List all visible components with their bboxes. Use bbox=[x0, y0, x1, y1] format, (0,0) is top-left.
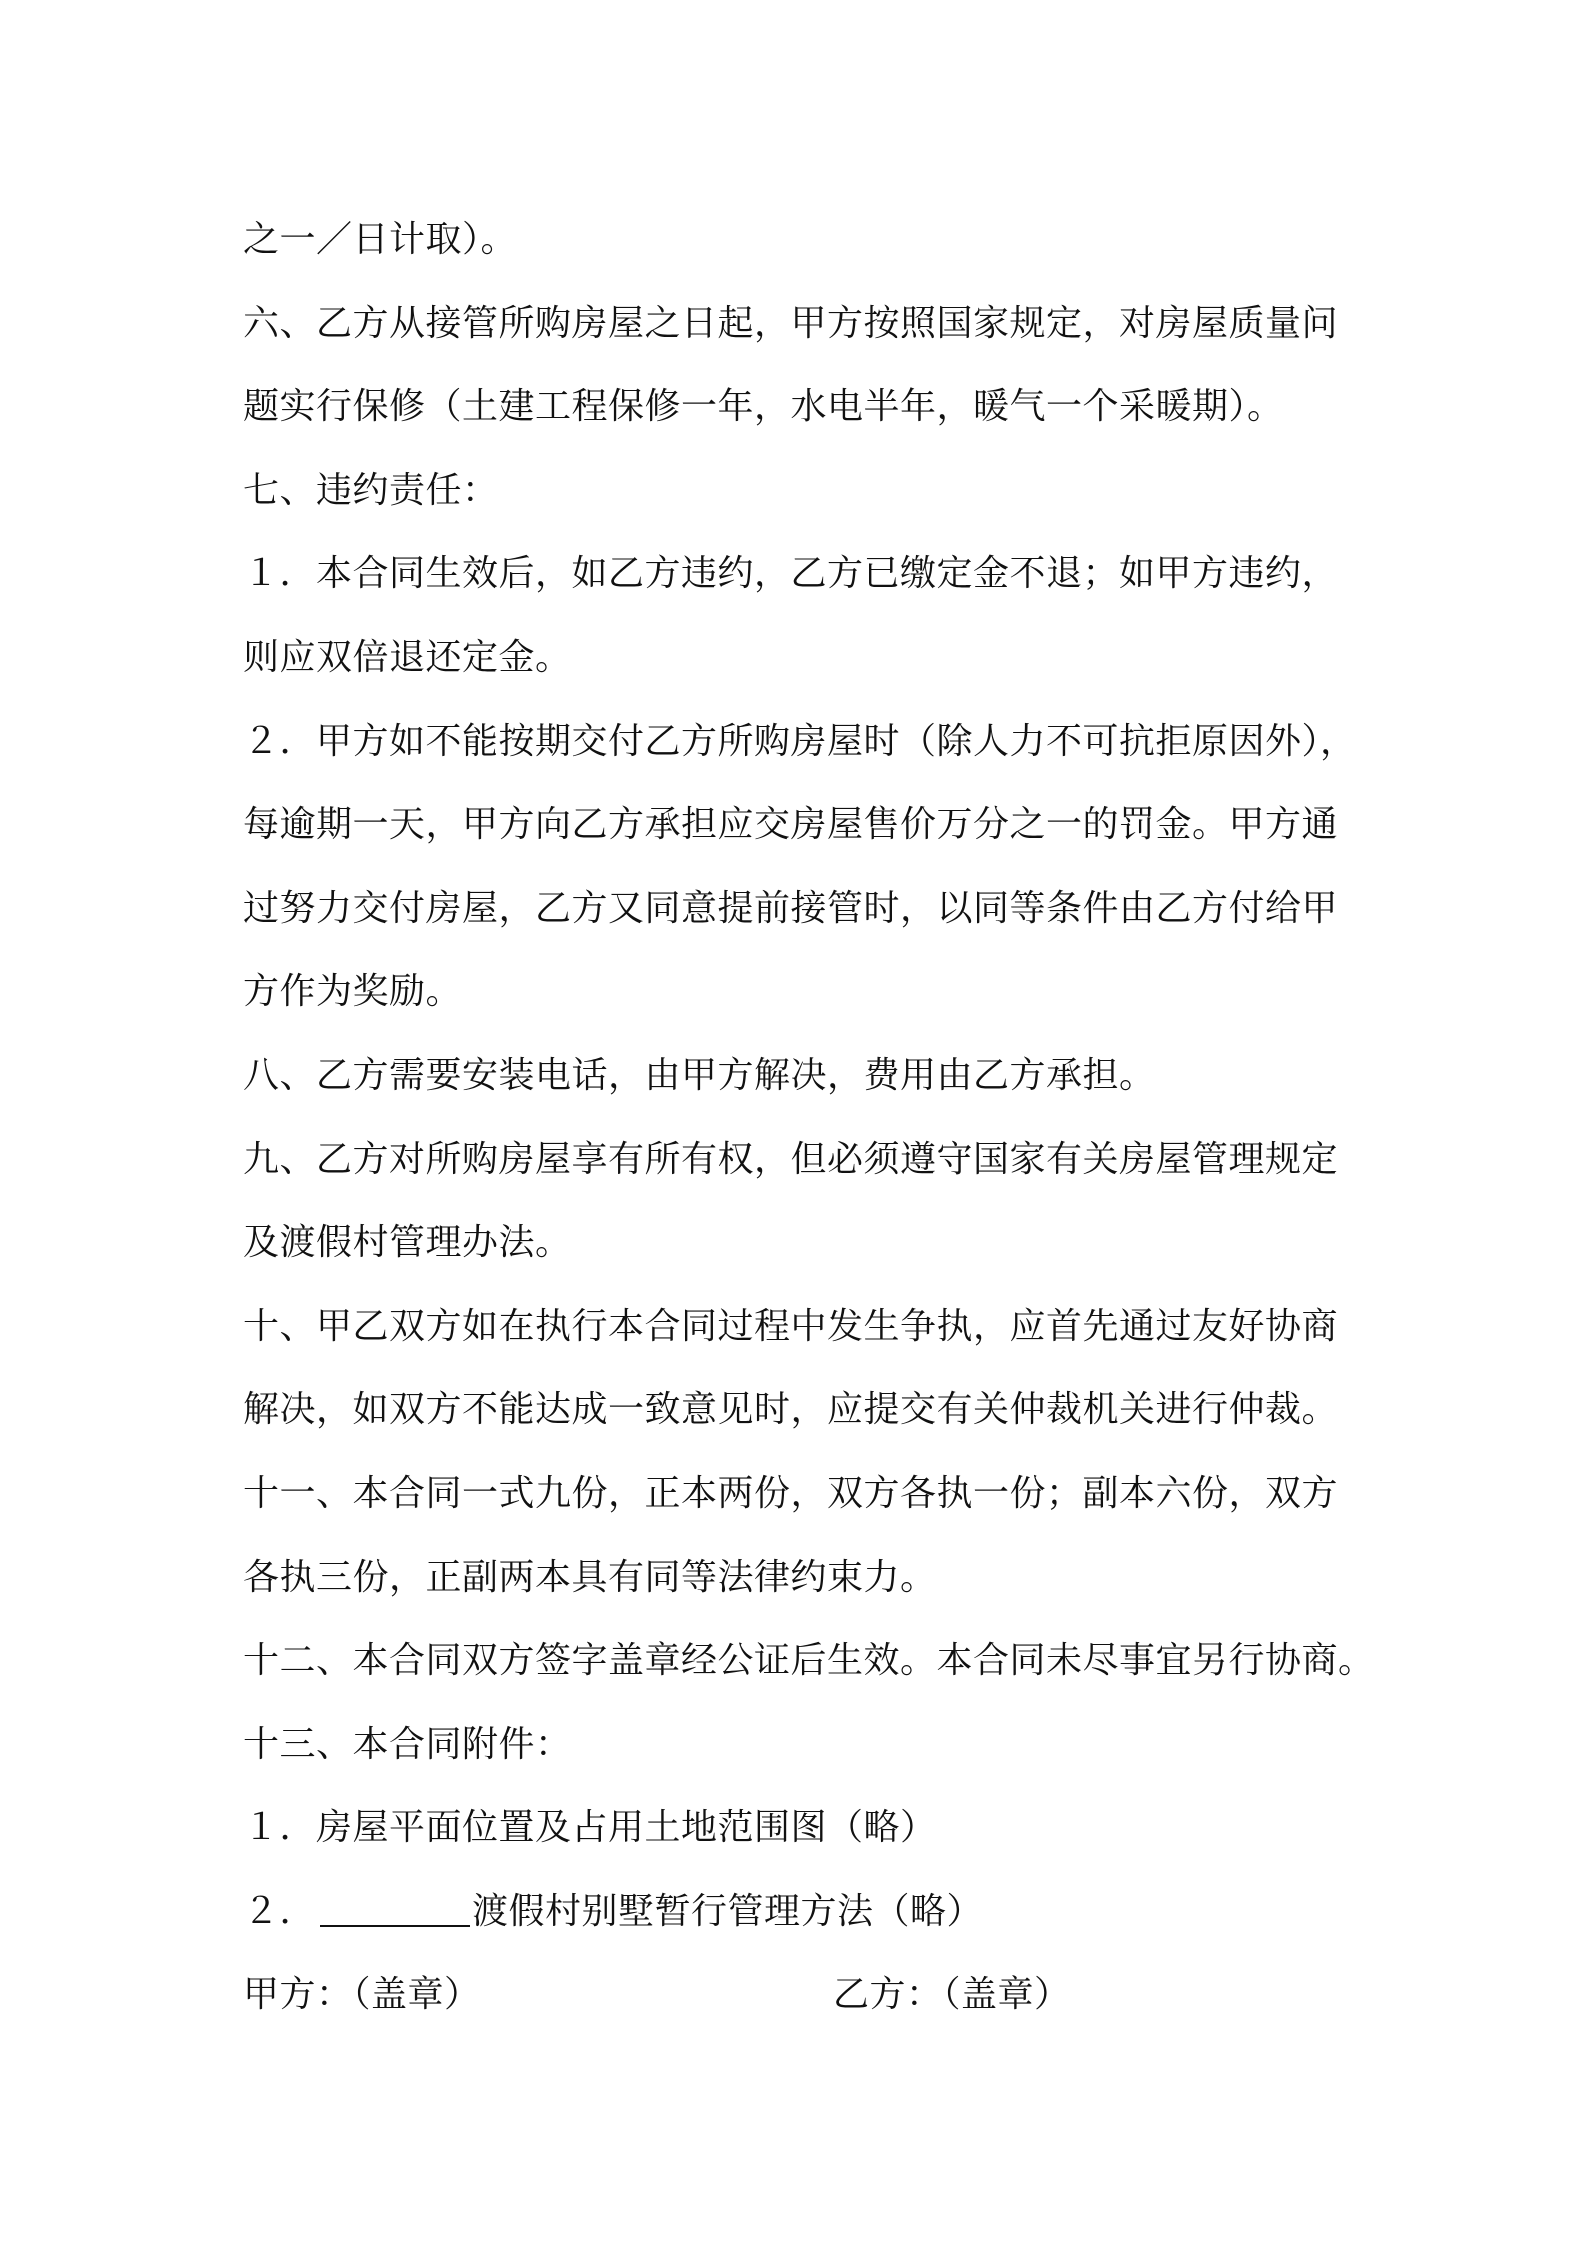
attachment-text: 渡假村别墅暂行管理方法（略） bbox=[472, 1890, 984, 1932]
text-line: 则应双倍退还定金。 bbox=[243, 636, 572, 678]
fill-in-blank bbox=[320, 1889, 470, 1927]
text-line: 过努力交付房屋，乙方又同意提前接管时，以同等条件由乙方付给甲 bbox=[243, 887, 1339, 929]
text-line: 题实行保修（土建工程保修一年，水电半年，暖气一个采暖期）。 bbox=[243, 386, 1284, 428]
text-line: 每逾期一天，甲方向乙方承担应交房屋售价万分之一的罚金。甲方通 bbox=[243, 804, 1339, 846]
party-b-signature: 乙方：（盖章） bbox=[833, 1974, 1071, 2016]
attachment-item: １．房屋平面位置及占用土地范围图（略） bbox=[243, 1807, 937, 1849]
text-line: 十二、本合同双方签字盖章经公证后生效。本合同未尽事宜另行协商。 bbox=[243, 1640, 1375, 1682]
text-line: 十一、本合同一式九份，正本两份，双方各执一份；副本六份，双方 bbox=[243, 1472, 1339, 1514]
signature-row bbox=[243, 1953, 1373, 2037]
text-line: 六、乙方从接管所购房屋之日起，甲方按照国家规定，对房屋质量问 bbox=[243, 302, 1339, 344]
section-heading: 七、违约责任： bbox=[243, 469, 499, 511]
party-a-signature: 甲方：（盖章） bbox=[243, 1974, 481, 2016]
attachment-item bbox=[243, 1870, 1373, 1954]
text-line: 八、乙方需要安装电话，由甲方解决，费用由乙方承担。 bbox=[243, 1054, 1156, 1096]
text-line: 方作为奖励。 bbox=[243, 971, 463, 1013]
text-line: 十、甲乙双方如在执行本合同过程中发生争执，应首先通过友好协商 bbox=[243, 1305, 1339, 1347]
text-line: ２．甲方如不能按期交付乙方所购房屋时（除人力不可抗拒原因外）， bbox=[243, 720, 1357, 762]
attachment-number: ２． bbox=[243, 1890, 317, 1932]
text-line: 各执三份，正副两本具有同等法律约束力。 bbox=[243, 1556, 937, 1598]
text-line: 及渡假村管理办法。 bbox=[243, 1222, 572, 1264]
text-line: １．本合同生效后，如乙方违约，乙方已缴定金不退；如甲方违约， bbox=[243, 553, 1339, 595]
contract-body bbox=[243, 198, 1373, 2037]
section-heading: 十三、本合同附件： bbox=[243, 1723, 572, 1765]
text-line: 解决，如双方不能达成一致意见时，应提交有关仲裁机关进行仲裁。 bbox=[243, 1389, 1339, 1431]
text-line: 之一／日计取）。 bbox=[243, 219, 518, 260]
text-line: 九、乙方对所购房屋享有所有权，但必须遵守国家有关房屋管理规定 bbox=[243, 1138, 1339, 1180]
